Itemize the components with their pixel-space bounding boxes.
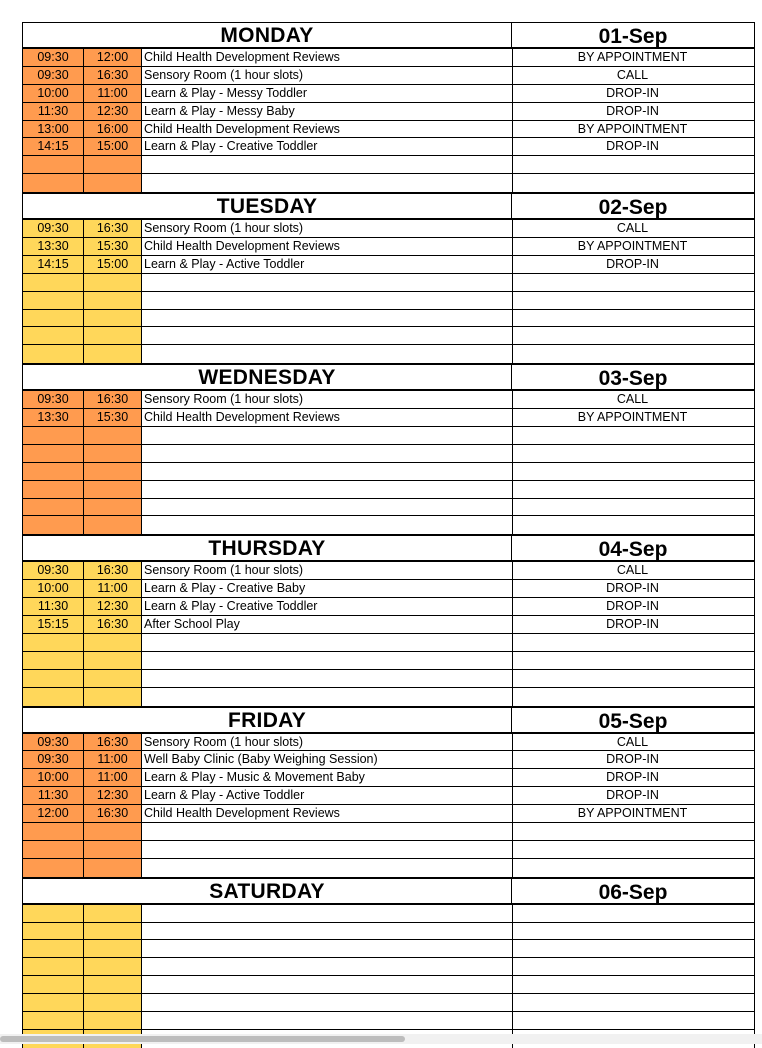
schedule-row bbox=[23, 841, 754, 859]
end-time-cell[interactable] bbox=[84, 688, 142, 706]
activity-cell[interactable] bbox=[142, 652, 513, 669]
end-time-cell[interactable] bbox=[84, 174, 142, 192]
schedule-row bbox=[23, 238, 754, 256]
schedule-row bbox=[23, 751, 754, 769]
activity-cell[interactable]: Child Health Development Reviews bbox=[142, 238, 513, 255]
end-time-cell[interactable]: 15:00 bbox=[84, 256, 142, 273]
start-time-cell[interactable]: 14:15 bbox=[23, 138, 84, 155]
booking-cell[interactable] bbox=[511, 1012, 754, 1029]
start-time-cell[interactable] bbox=[23, 940, 84, 957]
booking-cell[interactable] bbox=[511, 688, 754, 706]
schedule-row bbox=[23, 463, 754, 481]
day-date: 03-Sep bbox=[511, 365, 754, 389]
activity-cell[interactable]: Sensory Room (1 hour slots) bbox=[142, 67, 513, 84]
booking-cell[interactable]: CALL bbox=[616, 563, 649, 578]
day-date: 01-Sep bbox=[511, 23, 754, 47]
day-name: TUESDAY bbox=[216, 195, 318, 219]
start-time-cell[interactable] bbox=[23, 427, 84, 444]
start-time-cell[interactable] bbox=[23, 859, 84, 877]
start-time-cell[interactable]: 11:30 bbox=[23, 598, 84, 615]
schedule-row bbox=[23, 787, 754, 805]
activity-cell[interactable] bbox=[142, 958, 513, 975]
activity-cell[interactable]: Learn & Play - Messy Toddler bbox=[142, 85, 513, 102]
start-time-cell[interactable]: 09:30 bbox=[23, 220, 84, 237]
booking-cell[interactable] bbox=[511, 859, 754, 877]
day-block-monday bbox=[23, 22, 754, 192]
booking-cell[interactable] bbox=[511, 310, 754, 327]
start-time-cell[interactable] bbox=[23, 174, 84, 192]
activity-cell[interactable] bbox=[142, 463, 513, 480]
schedule-row bbox=[23, 923, 754, 941]
activity-cell[interactable]: Well Baby Clinic (Baby Weighing Session) bbox=[142, 751, 513, 768]
schedule-row bbox=[23, 156, 754, 174]
end-time-cell[interactable] bbox=[84, 940, 142, 957]
end-time-cell[interactable] bbox=[84, 923, 142, 940]
booking-cell[interactable]: CALL bbox=[616, 392, 649, 407]
booking-cell[interactable] bbox=[511, 958, 754, 975]
booking-cell[interactable]: CALL bbox=[616, 734, 649, 749]
end-time-cell[interactable]: 11:00 bbox=[84, 85, 142, 102]
start-time-cell[interactable] bbox=[23, 345, 84, 363]
end-time-cell[interactable] bbox=[84, 327, 142, 344]
start-time-cell[interactable]: 13:00 bbox=[23, 121, 84, 138]
schedule-row bbox=[23, 274, 754, 292]
day-header bbox=[23, 194, 754, 220]
day-name: FRIDAY bbox=[227, 708, 307, 732]
end-time-cell[interactable]: 15:00 bbox=[84, 138, 142, 155]
start-time-cell[interactable] bbox=[23, 499, 84, 516]
end-time-cell[interactable]: 16:30 bbox=[84, 616, 142, 633]
activity-cell[interactable] bbox=[142, 516, 513, 534]
end-time-cell[interactable]: 15:30 bbox=[84, 238, 142, 255]
activity-cell[interactable] bbox=[142, 174, 513, 192]
activity-cell[interactable] bbox=[142, 823, 513, 840]
start-time-cell[interactable] bbox=[23, 905, 84, 922]
end-time-cell[interactable] bbox=[84, 994, 142, 1011]
start-time-cell[interactable]: 09:30 bbox=[23, 734, 84, 751]
schedule-row bbox=[23, 940, 754, 958]
activity-cell[interactable] bbox=[142, 688, 513, 706]
start-time-cell[interactable] bbox=[23, 976, 84, 993]
booking-cell[interactable]: DROP-IN bbox=[606, 85, 659, 100]
start-time-cell[interactable]: 12:00 bbox=[23, 805, 84, 822]
horizontal-scrollbar[interactable] bbox=[0, 1034, 762, 1044]
activity-cell[interactable]: Learn & Play - Active Toddler bbox=[142, 256, 513, 273]
schedule-row bbox=[23, 445, 754, 463]
schedule-row bbox=[23, 220, 754, 238]
end-time-cell[interactable] bbox=[84, 823, 142, 840]
activity-cell[interactable]: Learn & Play - Active Toddler bbox=[142, 787, 513, 804]
day-header bbox=[23, 23, 754, 49]
end-time-cell[interactable] bbox=[84, 976, 142, 993]
booking-cell[interactable] bbox=[511, 994, 754, 1011]
schedule-row bbox=[23, 905, 754, 923]
start-time-cell[interactable] bbox=[23, 516, 84, 534]
booking-cell[interactable] bbox=[511, 634, 754, 651]
schedule-row bbox=[23, 688, 754, 706]
schedule-row bbox=[23, 598, 754, 616]
start-time-cell[interactable] bbox=[23, 994, 84, 1011]
booking-cell[interactable] bbox=[511, 427, 754, 444]
end-time-cell[interactable]: 11:00 bbox=[84, 751, 142, 768]
booking-cell[interactable]: DROP-IN bbox=[606, 103, 659, 118]
booking-cell[interactable] bbox=[511, 940, 754, 957]
end-time-cell[interactable]: 16:30 bbox=[84, 67, 142, 84]
end-time-cell[interactable] bbox=[84, 859, 142, 877]
activity-cell[interactable] bbox=[142, 994, 513, 1011]
scrollbar-thumb[interactable] bbox=[0, 1036, 405, 1042]
schedule-row bbox=[23, 805, 754, 823]
activity-cell[interactable] bbox=[142, 156, 513, 173]
day-date: 05-Sep bbox=[511, 708, 754, 732]
end-time-cell[interactable] bbox=[84, 634, 142, 651]
booking-cell[interactable]: CALL bbox=[616, 67, 649, 82]
booking-cell[interactable] bbox=[511, 481, 754, 498]
schedule-row bbox=[23, 310, 754, 328]
booking-cell[interactable]: DROP-IN bbox=[606, 256, 659, 271]
start-time-cell[interactable]: 13:30 bbox=[23, 238, 84, 255]
end-time-cell[interactable]: 16:00 bbox=[84, 121, 142, 138]
start-time-cell[interactable] bbox=[23, 327, 84, 344]
booking-cell[interactable]: CALL bbox=[616, 221, 649, 236]
booking-cell[interactable]: DROP-IN bbox=[606, 617, 659, 632]
end-time-cell[interactable] bbox=[84, 905, 142, 922]
schedule-row bbox=[23, 580, 754, 598]
booking-cell[interactable]: DROP-IN bbox=[606, 599, 659, 614]
end-time-cell[interactable] bbox=[84, 292, 142, 309]
start-time-cell[interactable] bbox=[23, 274, 84, 291]
end-time-cell[interactable]: 16:30 bbox=[84, 805, 142, 822]
schedule-row bbox=[23, 976, 754, 994]
schedule-row bbox=[23, 769, 754, 787]
booking-cell[interactable]: BY APPOINTMENT bbox=[577, 806, 688, 821]
booking-cell[interactable] bbox=[511, 516, 754, 534]
booking-cell[interactable]: DROP-IN bbox=[606, 139, 659, 154]
booking-cell[interactable]: BY APPOINTMENT bbox=[577, 121, 688, 136]
end-time-cell[interactable]: 16:30 bbox=[84, 391, 142, 408]
end-time-cell[interactable]: 15:30 bbox=[84, 409, 142, 426]
end-time-cell[interactable] bbox=[84, 516, 142, 534]
activity-cell[interactable]: Learn & Play - Creative Baby bbox=[142, 580, 513, 597]
schedule-row bbox=[23, 616, 754, 634]
activity-cell[interactable]: Sensory Room (1 hour slots) bbox=[142, 220, 513, 237]
activity-cell[interactable]: Learn & Play - Messy Baby bbox=[142, 103, 513, 120]
start-time-cell[interactable]: 09:30 bbox=[23, 391, 84, 408]
booking-cell[interactable]: DROP-IN bbox=[606, 752, 659, 767]
end-time-cell[interactable] bbox=[84, 841, 142, 858]
activity-cell[interactable]: Learn & Play - Creative Toddler bbox=[142, 598, 513, 615]
end-time-cell[interactable]: 12:00 bbox=[84, 49, 142, 66]
day-header bbox=[23, 365, 754, 391]
schedule-row bbox=[23, 958, 754, 976]
schedule-row bbox=[23, 499, 754, 517]
activity-cell[interactable]: Learn & Play - Creative Toddler bbox=[142, 138, 513, 155]
activity-cell[interactable]: Sensory Room (1 hour slots) bbox=[142, 562, 513, 579]
booking-cell[interactable] bbox=[511, 652, 754, 669]
end-time-cell[interactable] bbox=[84, 463, 142, 480]
schedule-row bbox=[23, 327, 754, 345]
schedule-row bbox=[23, 292, 754, 310]
end-time-cell[interactable] bbox=[84, 1012, 142, 1029]
booking-cell[interactable] bbox=[511, 292, 754, 309]
booking-cell[interactable] bbox=[511, 445, 754, 462]
end-time-cell[interactable] bbox=[84, 445, 142, 462]
start-time-cell[interactable]: 10:00 bbox=[23, 85, 84, 102]
activity-cell[interactable] bbox=[142, 976, 513, 993]
booking-cell[interactable] bbox=[511, 670, 754, 687]
end-time-cell[interactable]: 11:00 bbox=[84, 580, 142, 597]
booking-cell[interactable] bbox=[511, 156, 754, 173]
activity-cell[interactable]: Child Health Development Reviews bbox=[142, 805, 513, 822]
schedule-row bbox=[23, 1012, 754, 1030]
start-time-cell[interactable]: 09:30 bbox=[23, 49, 84, 66]
start-time-cell[interactable]: 10:00 bbox=[23, 769, 84, 786]
activity-cell[interactable] bbox=[142, 670, 513, 687]
start-time-cell[interactable] bbox=[23, 463, 84, 480]
schedule-row bbox=[23, 49, 754, 67]
activity-cell[interactable] bbox=[142, 310, 513, 327]
end-time-cell[interactable] bbox=[84, 156, 142, 173]
start-time-cell[interactable]: 15:15 bbox=[23, 616, 84, 633]
day-name: MONDAY bbox=[220, 24, 314, 47]
booking-cell[interactable] bbox=[511, 345, 754, 363]
booking-cell[interactable]: BY APPOINTMENT bbox=[577, 50, 688, 64]
schedule-row bbox=[23, 734, 754, 752]
booking-cell[interactable]: DROP-IN bbox=[606, 581, 659, 596]
schedule-row bbox=[23, 391, 754, 409]
booking-cell[interactable] bbox=[511, 174, 754, 192]
start-time-cell[interactable]: 09:30 bbox=[23, 751, 84, 768]
end-time-cell[interactable]: 16:30 bbox=[84, 562, 142, 579]
start-time-cell[interactable] bbox=[23, 1012, 84, 1029]
day-block-tuesday bbox=[23, 192, 754, 363]
activity-cell[interactable] bbox=[142, 481, 513, 498]
day-block-friday bbox=[23, 706, 754, 877]
activity-cell[interactable]: Child Health Development Reviews bbox=[142, 121, 513, 138]
day-date: 06-Sep bbox=[511, 879, 754, 903]
day-name: WEDNESDAY bbox=[198, 366, 336, 390]
start-time-cell[interactable]: 11:30 bbox=[23, 787, 84, 804]
schedule-row bbox=[23, 138, 754, 156]
end-time-cell[interactable] bbox=[84, 499, 142, 516]
booking-cell[interactable] bbox=[511, 463, 754, 480]
schedule-row bbox=[23, 562, 754, 580]
start-time-cell[interactable]: 10:00 bbox=[23, 580, 84, 597]
activity-cell[interactable] bbox=[142, 905, 513, 922]
schedule-row bbox=[23, 121, 754, 139]
booking-cell[interactable]: DROP-IN bbox=[606, 788, 659, 803]
end-time-cell[interactable]: 16:30 bbox=[84, 734, 142, 751]
day-header bbox=[23, 708, 754, 734]
start-time-cell[interactable] bbox=[23, 652, 84, 669]
booking-cell[interactable] bbox=[511, 499, 754, 516]
end-time-cell[interactable] bbox=[84, 670, 142, 687]
schedule-row bbox=[23, 859, 754, 877]
schedule-row bbox=[23, 409, 754, 427]
schedule-row bbox=[23, 652, 754, 670]
schedule-row bbox=[23, 670, 754, 688]
day-block-thursday bbox=[23, 534, 754, 705]
end-time-cell[interactable] bbox=[84, 652, 142, 669]
activity-cell[interactable]: Sensory Room (1 hour slots) bbox=[142, 391, 513, 408]
timetable-sheet bbox=[22, 22, 755, 1048]
activity-cell[interactable] bbox=[142, 1012, 513, 1029]
booking-cell[interactable] bbox=[511, 823, 754, 840]
start-time-cell[interactable] bbox=[23, 688, 84, 706]
day-name: THURSDAY bbox=[208, 537, 326, 561]
booking-cell[interactable] bbox=[511, 923, 754, 940]
start-time-cell[interactable] bbox=[23, 310, 84, 327]
day-header bbox=[23, 536, 754, 562]
activity-cell[interactable]: After School Play bbox=[142, 616, 513, 633]
start-time-cell[interactable] bbox=[23, 958, 84, 975]
schedule-row bbox=[23, 174, 754, 192]
end-time-cell[interactable] bbox=[84, 427, 142, 444]
end-time-cell[interactable]: 12:30 bbox=[84, 787, 142, 804]
booking-cell[interactable] bbox=[511, 327, 754, 344]
activity-cell[interactable] bbox=[142, 427, 513, 444]
start-time-cell[interactable]: 09:30 bbox=[23, 562, 84, 579]
end-time-cell[interactable]: 11:00 bbox=[84, 769, 142, 786]
end-time-cell[interactable] bbox=[84, 958, 142, 975]
booking-cell[interactable]: BY APPOINTMENT bbox=[577, 410, 688, 425]
activity-cell[interactable] bbox=[142, 345, 513, 363]
schedule-row bbox=[23, 823, 754, 841]
activity-cell[interactable] bbox=[142, 841, 513, 858]
day-header bbox=[23, 879, 754, 905]
activity-cell[interactable] bbox=[142, 445, 513, 462]
start-time-cell[interactable] bbox=[23, 823, 84, 840]
day-date: 02-Sep bbox=[511, 194, 754, 218]
start-time-cell[interactable]: 09:30 bbox=[23, 67, 84, 84]
activity-cell[interactable] bbox=[142, 634, 513, 651]
end-time-cell[interactable] bbox=[84, 481, 142, 498]
end-time-cell[interactable]: 12:30 bbox=[84, 598, 142, 615]
activity-cell[interactable] bbox=[142, 327, 513, 344]
activity-cell[interactable]: Learn & Play - Music & Movement Baby bbox=[142, 769, 513, 786]
schedule-row bbox=[23, 256, 754, 274]
activity-cell[interactable]: Child Health Development Reviews bbox=[142, 409, 513, 426]
schedule-row bbox=[23, 634, 754, 652]
start-time-cell[interactable] bbox=[23, 670, 84, 687]
day-block-wednesday bbox=[23, 363, 754, 534]
schedule-row bbox=[23, 67, 754, 85]
booking-cell[interactable]: DROP-IN bbox=[606, 770, 659, 785]
schedule-row bbox=[23, 103, 754, 121]
activity-cell[interactable]: Sensory Room (1 hour slots) bbox=[142, 734, 513, 751]
day-name: SATURDAY bbox=[209, 879, 325, 903]
start-time-cell[interactable] bbox=[23, 292, 84, 309]
activity-cell[interactable] bbox=[142, 923, 513, 940]
start-time-cell[interactable] bbox=[23, 841, 84, 858]
start-time-cell[interactable]: 13:30 bbox=[23, 409, 84, 426]
start-time-cell[interactable] bbox=[23, 481, 84, 498]
schedule-row bbox=[23, 427, 754, 445]
day-block-saturday bbox=[23, 877, 754, 1048]
booking-cell[interactable] bbox=[511, 976, 754, 993]
activity-cell[interactable] bbox=[142, 499, 513, 516]
booking-cell[interactable] bbox=[511, 274, 754, 291]
activity-cell[interactable]: Child Health Development Reviews bbox=[142, 49, 513, 66]
end-time-cell[interactable] bbox=[84, 274, 142, 291]
day-date: 04-Sep bbox=[511, 536, 754, 560]
end-time-cell[interactable] bbox=[84, 310, 142, 327]
start-time-cell[interactable]: 11:30 bbox=[23, 103, 84, 120]
schedule-row bbox=[23, 85, 754, 103]
activity-cell[interactable] bbox=[142, 274, 513, 291]
start-time-cell[interactable] bbox=[23, 634, 84, 651]
start-time-cell[interactable]: 14:15 bbox=[23, 256, 84, 273]
booking-cell[interactable]: BY APPOINTMENT bbox=[577, 239, 688, 254]
activity-cell[interactable] bbox=[142, 940, 513, 957]
booking-cell[interactable] bbox=[511, 841, 754, 858]
end-time-cell[interactable]: 12:30 bbox=[84, 103, 142, 120]
start-time-cell[interactable] bbox=[23, 445, 84, 462]
booking-cell[interactable] bbox=[511, 905, 754, 922]
end-time-cell[interactable]: 16:30 bbox=[84, 220, 142, 237]
activity-cell[interactable] bbox=[142, 292, 513, 309]
end-time-cell[interactable] bbox=[84, 345, 142, 363]
schedule-row bbox=[23, 516, 754, 534]
start-time-cell[interactable] bbox=[23, 923, 84, 940]
start-time-cell[interactable] bbox=[23, 156, 84, 173]
schedule-row bbox=[23, 481, 754, 499]
schedule-row bbox=[23, 994, 754, 1012]
activity-cell[interactable] bbox=[142, 859, 513, 877]
schedule-row bbox=[23, 345, 754, 363]
